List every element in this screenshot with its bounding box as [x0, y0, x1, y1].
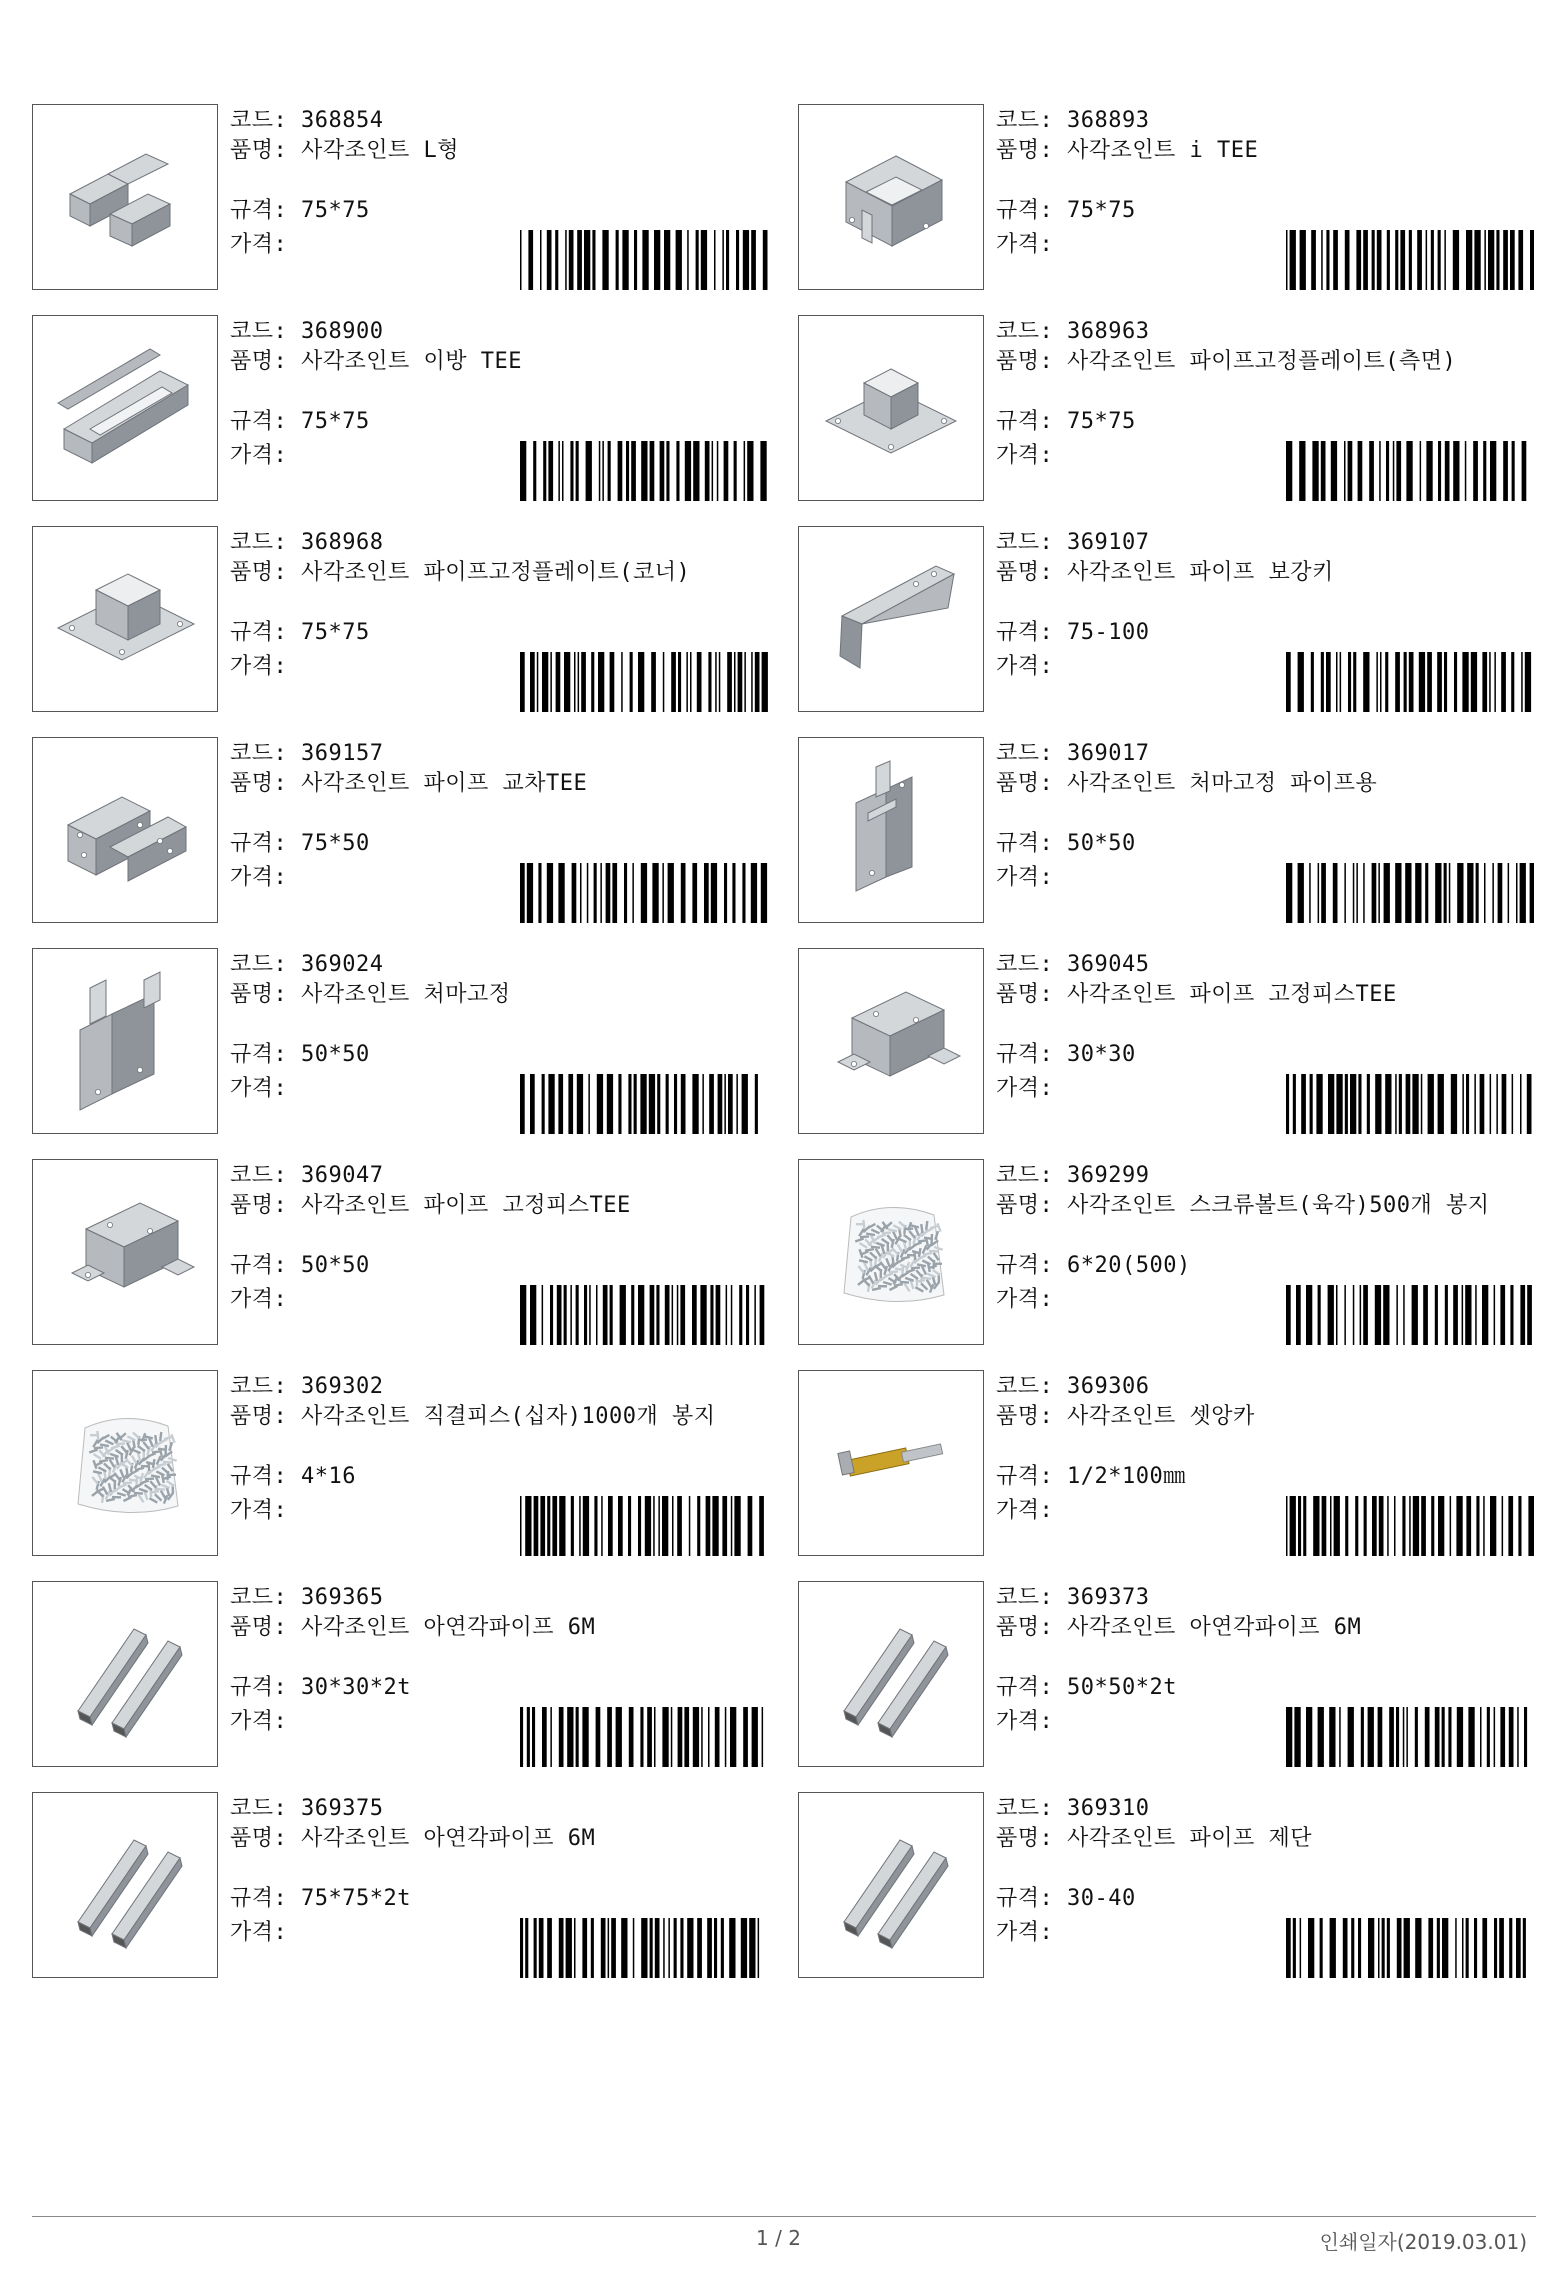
product-code: 369375	[301, 1796, 384, 1821]
code-line	[230, 317, 383, 347]
code-line	[996, 1794, 1149, 1824]
name-label: 품명:	[230, 349, 301, 374]
price-label: 가격:	[230, 232, 301, 257]
product-name: 사각조인트 파이프 제단	[1067, 1826, 1313, 1851]
product-code: 369045	[1067, 952, 1150, 977]
reinforcement-bracket-icon	[816, 544, 966, 694]
name-label: 품명:	[996, 560, 1067, 585]
name-line	[230, 558, 770, 588]
spec-label: 규격:	[996, 620, 1067, 645]
spec-line	[230, 1251, 370, 1281]
spec-label: 규격:	[230, 1042, 301, 1067]
product-name: 사각조인트 처마고정	[301, 982, 511, 1007]
code-line	[996, 950, 1149, 980]
name-line	[996, 1824, 1536, 1854]
product-thumbnail	[798, 315, 984, 501]
price-label: 가격:	[996, 1498, 1067, 1523]
name-line	[996, 769, 1536, 799]
price-line	[996, 230, 1067, 260]
code-line	[230, 1794, 383, 1824]
name-label: 품명:	[996, 349, 1067, 374]
name-line	[230, 1191, 770, 1221]
barcode	[518, 1074, 768, 1134]
price-line	[230, 652, 301, 682]
spec-label: 규격:	[996, 409, 1067, 434]
code-line	[230, 1372, 383, 1402]
l-joint-icon	[50, 122, 200, 272]
product-code: 369299	[1067, 1163, 1150, 1188]
product-code: 369107	[1067, 530, 1150, 555]
barcode	[518, 652, 768, 712]
screw-bag-icon	[50, 1388, 200, 1538]
code-label: 코드:	[230, 108, 301, 133]
barcode	[518, 1918, 768, 1978]
product-card	[32, 1581, 770, 1770]
code-line	[996, 739, 1149, 769]
product-code: 368900	[301, 319, 384, 344]
barcode	[1284, 863, 1534, 923]
product-info	[996, 737, 1536, 926]
product-thumbnail	[32, 1370, 218, 1556]
product-name: 사각조인트 아연각파이프 6M	[301, 1826, 596, 1851]
product-thumbnail	[798, 1581, 984, 1767]
price-label: 가격:	[996, 232, 1067, 257]
product-thumbnail	[32, 526, 218, 712]
product-card	[32, 104, 770, 293]
product-card	[798, 104, 1536, 293]
name-label: 품명:	[996, 1826, 1067, 1851]
product-code: 369017	[1067, 741, 1150, 766]
product-name: 사각조인트 직결피스(십자)1000개 봉지	[301, 1404, 716, 1429]
product-info	[230, 1159, 770, 1348]
u-clamp-icon	[816, 966, 966, 1116]
name-label: 품명:	[996, 138, 1067, 163]
product-card	[798, 526, 1536, 715]
product-code: 369365	[301, 1585, 384, 1610]
u-clamp-icon	[50, 1177, 200, 1327]
spec-label: 규격:	[996, 198, 1067, 223]
product-code: 368968	[301, 530, 384, 555]
code-label: 코드:	[996, 530, 1067, 555]
name-label: 품명:	[230, 560, 301, 585]
name-line	[996, 347, 1536, 377]
spec-label: 규격:	[996, 831, 1067, 856]
spec-label: 규격:	[230, 1675, 301, 1700]
code-label: 코드:	[996, 741, 1067, 766]
name-label: 품명:	[230, 771, 301, 796]
price-label: 가격:	[230, 654, 301, 679]
name-label: 품명:	[230, 1404, 301, 1429]
name-label: 품명:	[996, 1193, 1067, 1218]
code-line	[996, 528, 1149, 558]
product-info	[230, 1792, 770, 1981]
price-label: 가격:	[996, 1709, 1067, 1734]
product-spec: 75*75	[301, 620, 370, 645]
spec-label: 규격:	[996, 1675, 1067, 1700]
product-code: 368893	[1067, 108, 1150, 133]
barcode	[518, 441, 768, 501]
product-thumbnail	[32, 1581, 218, 1767]
price-label: 가격:	[230, 1076, 301, 1101]
code-line	[996, 1583, 1149, 1613]
barcode	[1284, 652, 1534, 712]
price-label: 가격:	[230, 443, 301, 468]
product-code: 369373	[1067, 1585, 1150, 1610]
product-name: 사각조인트 처마고정 파이프용	[1067, 771, 1378, 796]
price-line	[230, 441, 301, 471]
price-label: 가격:	[230, 1709, 301, 1734]
spec-line	[996, 1040, 1136, 1070]
code-label: 코드:	[230, 319, 301, 344]
product-spec: 1/2*100㎜	[1067, 1464, 1186, 1489]
product-code: 369047	[301, 1163, 384, 1188]
product-card	[798, 1159, 1536, 1348]
name-line	[230, 1824, 770, 1854]
barcode	[1284, 1707, 1534, 1767]
barcode	[518, 230, 768, 290]
product-card	[32, 526, 770, 715]
spec-label: 규격:	[230, 620, 301, 645]
name-line	[996, 136, 1536, 166]
product-card	[32, 737, 770, 926]
code-line	[996, 1372, 1149, 1402]
product-spec: 75*75	[1067, 198, 1136, 223]
eave-bracket-icon	[50, 966, 200, 1116]
name-line	[230, 769, 770, 799]
product-spec: 75*50	[301, 831, 370, 856]
product-card	[32, 1370, 770, 1559]
product-thumbnail	[32, 1159, 218, 1345]
product-card	[798, 1792, 1536, 1981]
spec-label: 규격:	[996, 1042, 1067, 1067]
spec-label: 규격:	[230, 409, 301, 434]
price-line	[996, 652, 1067, 682]
square-pipe-icon	[816, 1810, 966, 1960]
name-label: 품명:	[996, 982, 1067, 1007]
product-name: 사각조인트 셋앙카	[1067, 1404, 1255, 1429]
spec-line	[996, 1673, 1177, 1703]
barcode	[1284, 1074, 1534, 1134]
product-info	[230, 315, 770, 504]
code-label: 코드:	[996, 1163, 1067, 1188]
barcode	[518, 1496, 768, 1556]
square-pipe-icon	[50, 1810, 200, 1960]
corner-plate-icon	[50, 544, 200, 694]
price-line	[230, 863, 301, 893]
product-code: 368963	[1067, 319, 1150, 344]
spec-line	[996, 618, 1149, 648]
price-line	[230, 1707, 301, 1737]
code-line	[230, 528, 383, 558]
product-code: 368854	[301, 108, 384, 133]
price-line	[996, 863, 1067, 893]
eave-bracket-pipe-icon	[816, 755, 966, 905]
spec-line	[996, 196, 1136, 226]
price-line	[996, 441, 1067, 471]
code-label: 코드:	[996, 1585, 1067, 1610]
name-line	[230, 136, 770, 166]
name-line	[230, 1402, 770, 1432]
product-spec: 75*75*2t	[301, 1886, 411, 1911]
product-name: 사각조인트 L형	[301, 138, 460, 163]
square-pipe-icon	[816, 1599, 966, 1749]
code-line	[230, 739, 383, 769]
code-line	[230, 1583, 383, 1613]
price-line	[996, 1285, 1067, 1315]
spec-label: 규격:	[996, 1886, 1067, 1911]
code-label: 코드:	[230, 1796, 301, 1821]
product-info	[996, 1581, 1536, 1770]
code-label: 코드:	[230, 1585, 301, 1610]
square-pipe-icon	[50, 1599, 200, 1749]
price-label: 가격:	[230, 1287, 301, 1312]
product-code: 369302	[301, 1374, 384, 1399]
product-info	[996, 1159, 1536, 1348]
spec-label: 규격:	[230, 1253, 301, 1278]
product-spec: 30*30	[1067, 1042, 1136, 1067]
cross-tee-icon	[50, 755, 200, 905]
product-thumbnail	[32, 737, 218, 923]
product-thumbnail	[798, 1159, 984, 1345]
product-card	[32, 1792, 770, 1981]
product-card	[798, 315, 1536, 504]
name-label: 품명:	[996, 1615, 1067, 1640]
product-card	[32, 315, 770, 504]
spec-line	[230, 1884, 411, 1914]
product-name: 사각조인트 파이프고정플레이트(측면)	[1067, 349, 1457, 374]
code-label: 코드:	[996, 1796, 1067, 1821]
spec-line	[230, 1462, 356, 1492]
spec-line	[996, 1251, 1191, 1281]
price-line	[996, 1707, 1067, 1737]
price-line	[230, 1918, 301, 1948]
product-info	[230, 104, 770, 293]
product-info	[230, 526, 770, 715]
product-info	[996, 315, 1536, 504]
product-spec: 50*50*2t	[1067, 1675, 1177, 1700]
name-label: 품명:	[996, 771, 1067, 796]
i-tee-joint-icon	[816, 122, 966, 272]
spec-line	[230, 829, 370, 859]
price-line	[996, 1496, 1067, 1526]
code-line	[230, 1161, 383, 1191]
price-line	[230, 1496, 301, 1526]
name-label: 품명:	[996, 1404, 1067, 1429]
code-label: 코드:	[230, 1163, 301, 1188]
product-spec: 30*30*2t	[301, 1675, 411, 1700]
product-code: 369306	[1067, 1374, 1150, 1399]
product-spec: 75*75	[301, 409, 370, 434]
spec-line	[230, 618, 370, 648]
name-line	[996, 1613, 1536, 1643]
product-thumbnail	[798, 1792, 984, 1978]
product-card	[798, 737, 1536, 926]
price-line	[996, 1918, 1067, 1948]
barcode	[1284, 1285, 1534, 1345]
product-thumbnail	[798, 737, 984, 923]
code-label: 코드:	[230, 952, 301, 977]
code-label: 코드:	[996, 108, 1067, 133]
barcode	[1284, 1496, 1534, 1556]
two-way-tee-icon	[50, 333, 200, 483]
product-name: 사각조인트 파이프 교차TEE	[301, 771, 588, 796]
code-line	[230, 950, 383, 980]
product-thumbnail	[798, 526, 984, 712]
spec-label: 규격:	[230, 831, 301, 856]
code-line	[996, 106, 1149, 136]
barcode	[1284, 1918, 1534, 1978]
price-label: 가격:	[230, 1498, 301, 1523]
product-card	[798, 948, 1536, 1137]
spec-line	[230, 407, 370, 437]
spec-line	[230, 1040, 370, 1070]
price-label: 가격:	[230, 865, 301, 890]
code-label: 코드:	[230, 530, 301, 555]
product-spec: 75*75	[301, 198, 370, 223]
name-line	[996, 1191, 1536, 1221]
spec-line	[230, 1673, 411, 1703]
name-line	[230, 980, 770, 1010]
name-line	[996, 1402, 1536, 1432]
product-thumbnail	[798, 1370, 984, 1556]
side-plate-icon	[816, 333, 966, 483]
spec-line	[996, 1884, 1136, 1914]
product-name: 사각조인트 아연각파이프 6M	[1067, 1615, 1362, 1640]
product-info	[230, 1581, 770, 1770]
price-label: 가격:	[996, 443, 1067, 468]
product-info	[230, 737, 770, 926]
spec-label: 규격:	[230, 198, 301, 223]
product-spec: 4*16	[301, 1464, 356, 1489]
product-thumbnail	[798, 104, 984, 290]
page-number: 1 / 2	[756, 2226, 801, 2250]
product-name: 사각조인트 파이프 고정피스TEE	[1067, 982, 1397, 1007]
product-card	[798, 1581, 1536, 1770]
product-spec: 30-40	[1067, 1886, 1136, 1911]
product-spec: 50*50	[301, 1253, 370, 1278]
product-thumbnail	[798, 948, 984, 1134]
product-spec: 75-100	[1067, 620, 1150, 645]
price-line	[996, 1074, 1067, 1104]
name-label: 품명:	[230, 982, 301, 1007]
spec-line	[996, 407, 1136, 437]
product-info	[996, 1370, 1536, 1559]
code-label: 코드:	[230, 741, 301, 766]
product-name: 사각조인트 파이프고정플레이트(코너)	[301, 560, 691, 585]
code-label: 코드:	[996, 952, 1067, 977]
name-line	[230, 1613, 770, 1643]
name-label: 품명:	[230, 138, 301, 163]
price-line	[230, 230, 301, 260]
product-name: 사각조인트 스크류볼트(육각)500개 봉지	[1067, 1193, 1490, 1218]
code-label: 코드:	[996, 1374, 1067, 1399]
spec-line	[996, 1462, 1186, 1492]
product-info	[230, 948, 770, 1137]
product-thumbnail	[32, 1792, 218, 1978]
product-card	[32, 1159, 770, 1348]
code-label: 코드:	[230, 1374, 301, 1399]
name-line	[230, 347, 770, 377]
product-name: 사각조인트 파이프 고정피스TEE	[301, 1193, 631, 1218]
product-spec: 50*50	[301, 1042, 370, 1067]
product-info	[996, 526, 1536, 715]
spec-line	[996, 829, 1136, 859]
product-spec: 50*50	[1067, 831, 1136, 856]
price-label: 가격:	[996, 654, 1067, 679]
barcode	[1284, 230, 1534, 290]
product-code: 369024	[301, 952, 384, 977]
name-label: 품명:	[230, 1193, 301, 1218]
anchor-bolt-icon	[816, 1388, 966, 1538]
spec-label: 규격:	[996, 1464, 1067, 1489]
product-info	[996, 104, 1536, 293]
price-label: 가격:	[996, 1920, 1067, 1945]
price-label: 가격:	[996, 1287, 1067, 1312]
code-label: 코드:	[996, 319, 1067, 344]
product-name: 사각조인트 파이프 보강키	[1067, 560, 1334, 585]
name-line	[996, 558, 1536, 588]
product-thumbnail	[32, 315, 218, 501]
product-code: 369157	[301, 741, 384, 766]
barcode	[518, 1707, 768, 1767]
price-label: 가격:	[230, 1920, 301, 1945]
name-label: 품명:	[230, 1615, 301, 1640]
screw-bag-icon	[816, 1177, 966, 1327]
product-card	[798, 1370, 1536, 1559]
product-spec: 75*75	[1067, 409, 1136, 434]
code-line	[996, 317, 1149, 347]
barcode	[518, 863, 768, 923]
footer-divider	[32, 2216, 1536, 2217]
product-name: 사각조인트 아연각파이프 6M	[301, 1615, 596, 1640]
price-line	[230, 1285, 301, 1315]
product-info	[230, 1370, 770, 1559]
spec-line	[230, 196, 370, 226]
product-name: 사각조인트 이방 TEE	[301, 349, 522, 374]
barcode	[1284, 441, 1534, 501]
print-date: 인쇄일자(2019.03.01)	[1319, 2230, 1527, 2254]
name-line	[996, 980, 1536, 1010]
product-card	[32, 948, 770, 1137]
code-line	[230, 106, 383, 136]
barcode	[518, 1285, 768, 1345]
price-label: 가격:	[996, 865, 1067, 890]
product-grid	[32, 104, 1536, 1981]
spec-label: 규격:	[996, 1253, 1067, 1278]
product-thumbnail	[32, 104, 218, 290]
product-thumbnail	[32, 948, 218, 1134]
product-code: 369310	[1067, 1796, 1150, 1821]
price-line	[230, 1074, 301, 1104]
name-label: 품명:	[230, 1826, 301, 1851]
code-line	[996, 1161, 1149, 1191]
product-info	[996, 1792, 1536, 1981]
spec-label: 규격:	[230, 1886, 301, 1911]
product-info	[996, 948, 1536, 1137]
spec-label: 규격:	[230, 1464, 301, 1489]
product-name: 사각조인트 i TEE	[1067, 138, 1259, 163]
product-spec: 6*20(500)	[1067, 1253, 1191, 1278]
price-label: 가격:	[996, 1076, 1067, 1101]
